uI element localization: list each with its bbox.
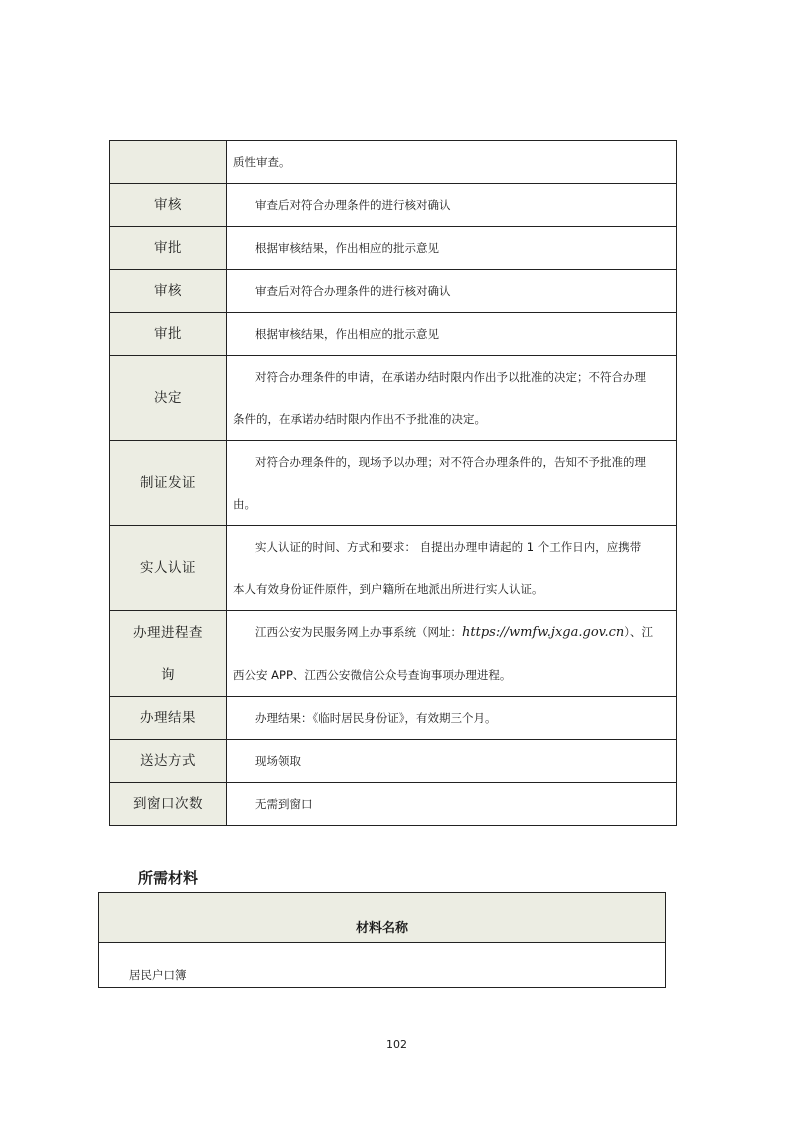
content-line: 本人有效身份证件原件，到户籍所在地派出所进行实人认证。	[233, 582, 544, 596]
content-line: 实人认证的时间、方式和要求： 自提出办理申请起的 1 个工作日内，应携带	[255, 540, 642, 554]
row-label: 实人认证	[110, 526, 227, 611]
content-line: 对符合办理条件的申请，在承诺办结时限内作出予以批准的决定；不符合办理	[255, 370, 646, 384]
content-line: 审查后对符合办理条件的进行核对确认	[255, 284, 451, 298]
row-content	[227, 313, 677, 356]
content-line: 根据审核结果，作出相应的批示意见	[255, 241, 439, 255]
row-label: 到窗口次数	[110, 783, 227, 826]
website-url[interactable]: https://wmfw.jxga.gov.cn	[462, 625, 625, 640]
row-content	[227, 184, 677, 227]
section-title: 所需材料	[138, 869, 199, 887]
row-content	[227, 740, 677, 783]
content-line: 条件的，在承诺办结时限内作出不予批准的决定。	[233, 412, 486, 426]
row-label: 送达方式	[110, 740, 227, 783]
column-header: 材料名称	[99, 893, 666, 943]
table-row	[110, 313, 677, 356]
content-line: 对符合办理条件的，现场予以办理；对不符合办理条件的，告知不予批准的理	[255, 455, 646, 469]
label-line: 询	[161, 666, 175, 683]
row-content	[227, 227, 677, 270]
content-line: 质性审查。	[233, 155, 291, 169]
table-row	[110, 441, 677, 526]
content-line: 审查后对符合办理条件的进行核对确认	[255, 198, 451, 212]
content-line	[233, 611, 668, 654]
material-item: 居民户口簿	[99, 943, 666, 988]
table-row	[110, 611, 677, 697]
row-label: 审核	[110, 270, 227, 313]
label-line: 办理进程查	[133, 624, 203, 641]
table-row	[110, 356, 677, 441]
row-label: 审核	[110, 184, 227, 227]
row-content	[227, 611, 677, 697]
content-line: 根据审核结果，作出相应的批示意见	[255, 327, 439, 341]
row-content	[227, 141, 677, 184]
process-table	[109, 140, 677, 826]
row-label	[110, 141, 227, 184]
content-line: 办理结果：《临时居民身份证》，有效期三个月。	[255, 711, 497, 725]
content-text: ）、江	[624, 625, 653, 639]
table-row	[110, 184, 677, 227]
row-content	[227, 526, 677, 611]
table-row	[110, 783, 677, 826]
table-row	[99, 943, 666, 988]
table-row	[110, 740, 677, 783]
table-row	[110, 227, 677, 270]
row-label: 审批	[110, 313, 227, 356]
content-line: 西公安 APP、江西公安微信公众号查询事项办理进程。	[233, 668, 512, 682]
row-content	[227, 783, 677, 826]
content-line: 由。	[233, 497, 256, 511]
row-label: 办理结果	[110, 697, 227, 740]
table-row	[110, 526, 677, 611]
row-content	[227, 441, 677, 526]
row-content	[227, 270, 677, 313]
content-line: 现场领取	[255, 754, 301, 768]
content-text: 江西公安为民服务网上办事系统（网址：	[255, 625, 462, 639]
row-label	[110, 611, 227, 697]
row-content	[227, 697, 677, 740]
row-content	[227, 356, 677, 441]
table-row	[110, 270, 677, 313]
table-row	[110, 141, 677, 184]
page-number: 102	[386, 1038, 407, 1051]
materials-table	[98, 892, 666, 988]
table-row	[110, 697, 677, 740]
row-label: 决定	[110, 356, 227, 441]
row-label: 审批	[110, 227, 227, 270]
table-header-row	[99, 893, 666, 943]
content-line: 无需到窗口	[255, 797, 313, 811]
row-label: 制证发证	[110, 441, 227, 526]
